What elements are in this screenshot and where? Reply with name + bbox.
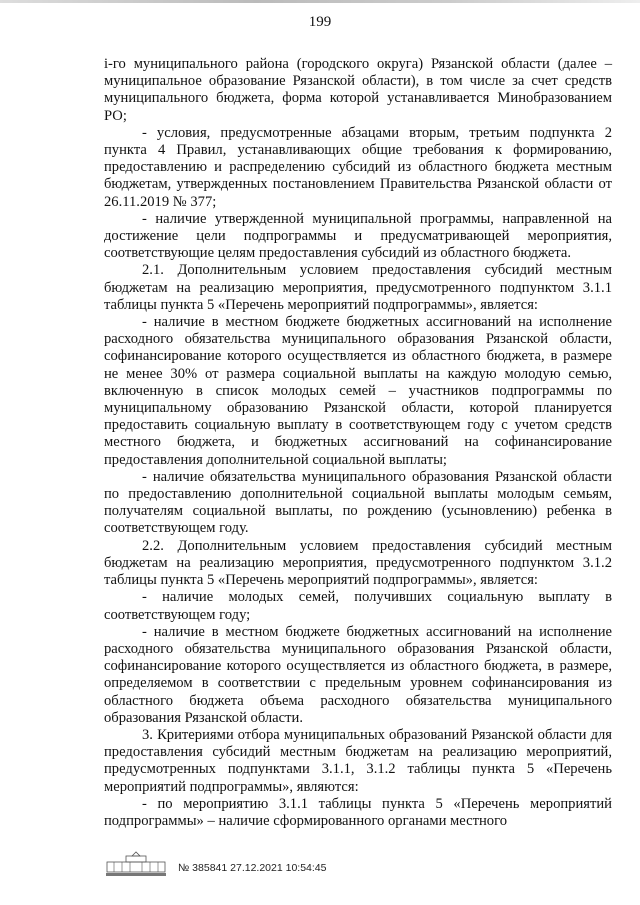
paragraph: 2.1. Дополнительным условием предоставления субсидий местным бюджетам на реализацию мероприятия, предусмотренного подпунктом 3.1.1 таблицы пункта 5 «Перечень мероприятий подпрограммы», является: (104, 262, 612, 313)
paragraph: - наличие молодых семей, получивших социальную выплату в соответствующем году; (104, 589, 612, 623)
paragraph: - наличие в местном бюджете бюджетных ассигнований на исполнение расходного обязательства муниципального образования Рязанской области, софинансирование которого осуществляется из областного бюджета, в размере не менее 30% от размера социальной выплаты на каждую молодую семью, включенную в список молодых семей – участников подпрограммы по муниципальному образованию Рязанской области, которой планируется предоставить социальную выплату в соответствующем году с учетом средств местного бюджета, и бюджетных ассигнований на софинансирование предоставления дополнительной социальной выплаты; (104, 314, 612, 468)
page-number: 199 (308, 14, 332, 30)
scan-top-edge (0, 0, 640, 3)
paragraph: i-го муниципального района (городского округа) Рязанской области (далее – муниципальное образование Рязанской области), в том числе за счет средств муниципального бюджета, форма которой устанавливается Минобразованием РО; (104, 56, 612, 124)
paragraph: - наличие в местном бюджете бюджетных ассигнований на исполнение расходного обязательства муниципального образования Рязанской области, софинансирование которого осуществляется из областного бюджета, в размере, определяемом в соответствии с предельным уровнем софинансирования из областного бюджета объема расходного обязательства муниципального образования Рязанской области. (104, 623, 612, 726)
paragraph: - наличие утвержденной муниципальной программы, направленной на достижение цели подпрограммы и предусматривающей мероприятия, соответствующие целям предоставления субсидий из областного бюджета. (104, 210, 612, 262)
paragraph: - по мероприятию 3.1.1 таблицы пункта 5 «Перечень мероприятий подпрограммы» – наличие сформированного органами местного (104, 795, 612, 829)
document-footer (104, 848, 604, 888)
paragraph: - условия, предусмотренные абзацами вторым, третьим подпункта 2 пункта 4 Правил, устанавливающих общие требования к формированию, предоставлению и распределению субсидий из областного бюджета местным бюджетам, утвержденных постановлением Правительства Рязанской области от 26.11.2019 № 377; (104, 124, 612, 210)
document-registration-stamp: № 385841 27.12.2021 10:54:45 (178, 862, 327, 874)
document-body (104, 56, 612, 830)
registry-stamp-icon (104, 850, 168, 878)
paragraph: 3. Критериями отбора муниципальных образований Рязанской области для предоставления субсидий местным бюджетам на реализацию мероприятий, предусмотренных подпунктами 3.1.1, 3.1.2 таблицы пункта 5 «Перечень мероприятий подпрограммы», являются: (104, 726, 612, 795)
paragraph: 2.2. Дополнительным условием предоставления субсидий местным бюджетам на реализацию мероприятия, предусмотренного подпунктом 3.1.2 таблицы пункта 5 «Перечень мероприятий подпрограммы», является: (104, 537, 612, 589)
paragraph: - наличие обязательства муниципального образования Рязанской области по предоставлению дополнительной социальной выплаты молодым семьям, получателям социальной выплаты, по рождению (усыновлению) ребенка в соответствующем году. (104, 468, 612, 537)
